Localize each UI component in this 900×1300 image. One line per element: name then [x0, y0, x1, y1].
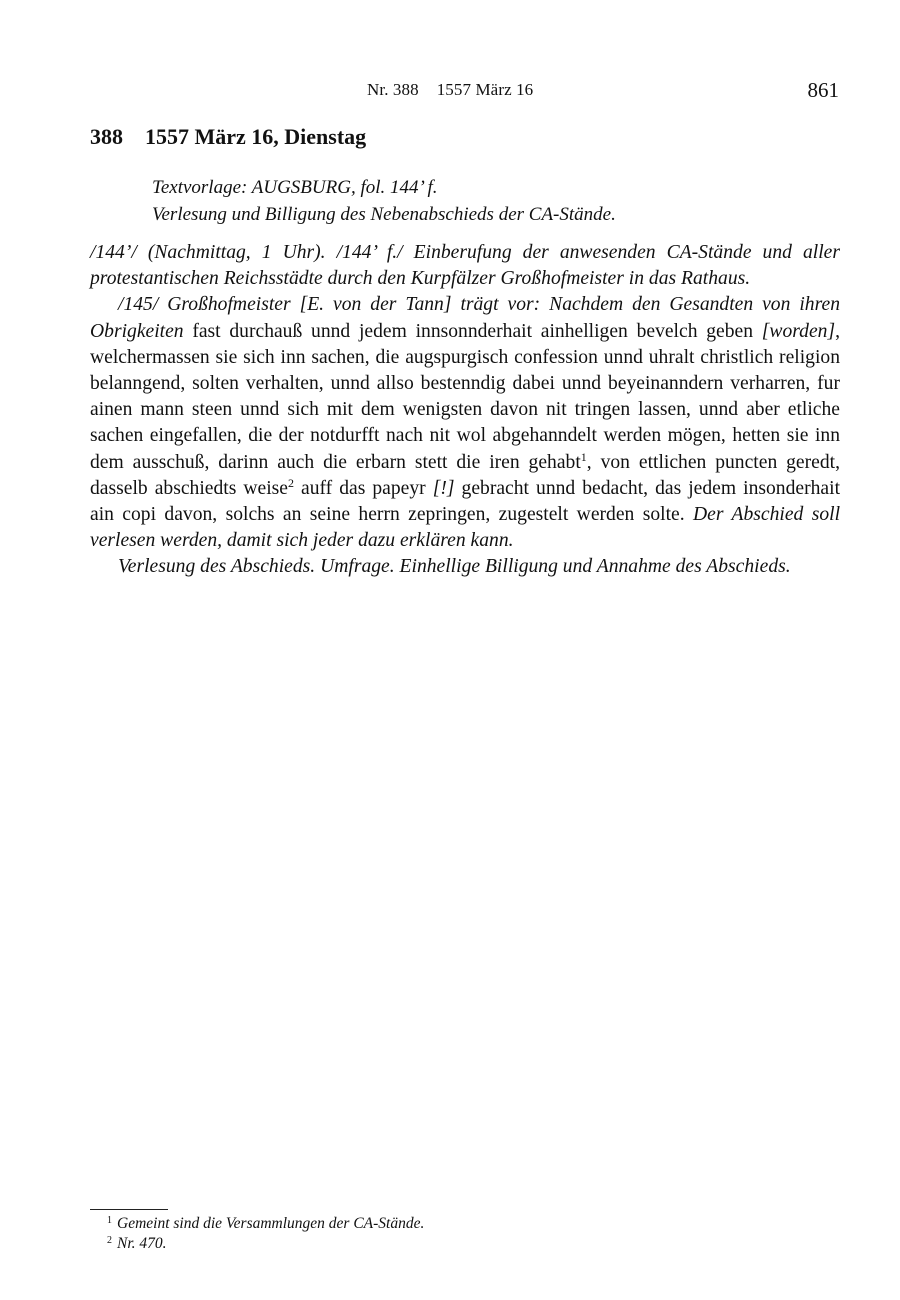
- paragraph-main: [90, 292, 840, 554]
- running-head: [0, 80, 900, 104]
- footnote-mark-2: 2: [107, 1235, 112, 1246]
- quote-text-d: auff das papeyr: [293, 477, 433, 499]
- quote-text-e: gebracht unnd bedacht, das jedem insonderhait ain copi davon, solchs an seine herrn zepringen, zugestelt werden solte.: [90, 477, 841, 526]
- footnote-text-2: Nr. 470.: [117, 1235, 167, 1252]
- quote-text-a: fast durchauß unnd jedem innsonnderhait ainhelligen bevelch geben: [183, 320, 762, 342]
- paragraph-summary-1: /144’/ (Nachmittag, 1 Uhr). /144’ f./ Einberufung der anwesenden CA-Stände und aller protestantischen Reichsstädte durch den Kurpfälzer Großhofmeister in das Rathaus.: [90, 242, 840, 290]
- document-body: [90, 240, 840, 581]
- footnote-ref-2[interactable]: 2: [287, 475, 294, 490]
- running-head-number: Nr. 388: [367, 80, 419, 99]
- paragraph-outro: Der Abschied soll verlesen werden, damit sich jeder dazu erklären kann.: [90, 504, 841, 552]
- editorial-insertion: [worden]: [761, 320, 836, 342]
- paragraph-summary-2: Verlesung des Abschieds. Umfrage. Einhellige Billigung und Annahme des Abschieds.: [118, 556, 791, 578]
- footnote-2: [107, 1234, 424, 1254]
- document-title: 1557 März 16, Dienstag: [145, 124, 367, 149]
- quote-text-b: , welchermassen sie sich inn sachen, die augspurgisch confession unnd uhralt christlich religion belanngend, solten verhalten, unnd allso bestenndig dabei unnd beyeinanndern verharren, fur ainen mann steen unnd sich mit dem wenigsten davon nit tringen lassen, unnd aber etliche sachen eingefallen, die der notdurfft nach nit wol abgehanndelt werden mögen, hetten sie inn dem ausschuß, darinn auch die erbarn stett die iren gehabt: [90, 320, 840, 473]
- document-heading: [90, 124, 366, 150]
- text-source: Textvorlage: AUGSBURG, fol. 144’ f.: [152, 177, 438, 198]
- running-head-date: 1557 März 16: [436, 80, 534, 99]
- footnote-mark-1: 1: [107, 1215, 112, 1226]
- footnotes: [107, 1214, 425, 1254]
- footnote-divider: [90, 1209, 168, 1210]
- quote-text-c: , von ettlichen puncten geredt, dasselb abschiedts weise: [90, 451, 840, 499]
- sic-marker: [!]: [432, 477, 455, 499]
- footnote-ref-1[interactable]: 1: [580, 449, 587, 464]
- paragraph-intro: /145/ Großhofmeister [E. von der Tann] trägt vor: Nachdem den Gesandten von ihren Obrigkeiten: [90, 294, 840, 342]
- source-summary: Verlesung und Billigung des Nebenabschieds der CA-Stände.: [152, 204, 616, 225]
- source-note: [152, 174, 842, 228]
- footnote-1: [107, 1214, 425, 1234]
- running-head-title: [367, 80, 533, 100]
- page-number: 861: [807, 78, 839, 102]
- footnote-text-1: Gemeint sind die Versammlungen der CA-Stände.: [117, 1215, 425, 1232]
- document-number: 388: [90, 124, 123, 149]
